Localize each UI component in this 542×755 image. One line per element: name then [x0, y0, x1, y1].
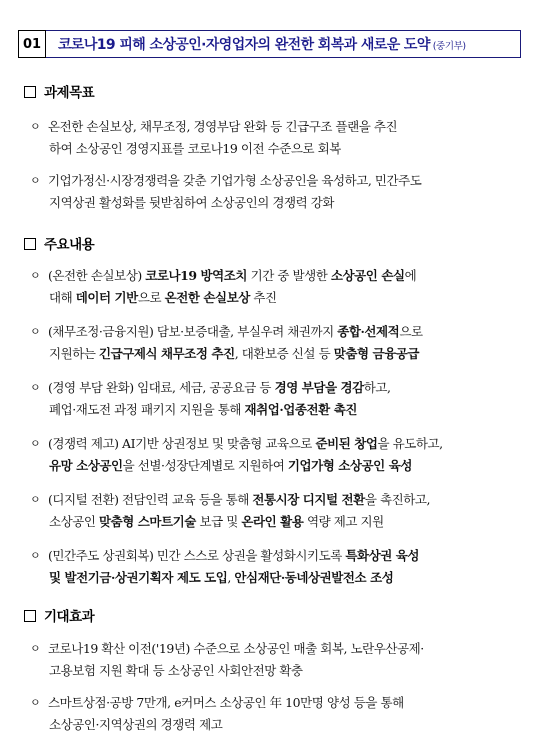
- goal-item: ㅇ 온전한 손실보상, 채무조정, 경영부담 완화 등 긴급구조 플랜을 추진 하여 소상공인 경영지표를 코로나19 이전 수준으로 회복: [30, 116, 508, 160]
- goal-item: ㅇ 기업가정신·시장경쟁력을 갖춘 기업가형 소상공인을 육성하고, 민간주도 지역상권 활성화를 뒷받침하여 소상공인의 경쟁력 강화: [30, 170, 508, 214]
- circle-bullet-icon: ㅇ: [30, 120, 41, 133]
- content-item-burden-relief: ㅇ (경영 부담 완화) 임대료, 세금, 공공요금 등 경영 부담을 경감하고, 폐업·재도전 과정 패키지 지원을 통해 재취업·업종전환 촉진: [30, 377, 508, 421]
- task-title: [58, 34, 466, 54]
- content-item-digital-transition: ㅇ (디지털 전환) 전담인력 교육 등을 통해 전통시장 디지털 전환을 촉진하고, 소상공인 맞춤형 스마트기술 보급 및 온라인 활용 역량 제고 지원: [30, 489, 508, 533]
- square-bullet-icon: [24, 610, 36, 622]
- section-contents-heading: 주요내용: [24, 233, 94, 253]
- circle-bullet-icon: ㅇ: [30, 549, 41, 562]
- circle-bullet-icon: ㅇ: [30, 696, 41, 709]
- task-number: 01: [18, 30, 46, 58]
- content-item-competitiveness: ㅇ (경쟁력 제고) AI기반 상권정보 및 맞춤형 교육으로 준비된 창업을 유도하고, 유망 소상공인을 선별·성장단계별로 지원하여 기업가형 소상공인 육성: [30, 433, 508, 477]
- section-effects-heading: 기대효과: [24, 605, 94, 625]
- content-item-commercial-district: ㅇ (민간주도 상권회복) 민간 스스로 상권을 활성화시키도록 특화상권 육성 및 발전기금·상권기획자 제도 도입, 안심재단·동네상권발전소 조성: [30, 545, 508, 589]
- content-item-loss-compensation: ㅇ (온전한 손실보상) 코로나19 방역조치 기간 중 발생한 소상공인 손실에 대해 데이터 기반으로 온전한 손실보상 추진: [30, 265, 508, 309]
- circle-bullet-icon: ㅇ: [30, 174, 41, 187]
- section-goals-heading: 과제목표: [24, 81, 94, 101]
- content-item-debt-adjustment: ㅇ (채무조정·금융지원) 담보·보증대출, 부실우려 채권까지 종합·선제적으로 지원하는 긴급구제식 채무조정 추진, 대환보증 신설 등 맞춤형 금융공급: [30, 321, 508, 365]
- circle-bullet-icon: ㅇ: [30, 493, 41, 506]
- circle-bullet-icon: ㅇ: [30, 642, 41, 655]
- task-title-text: 코로나19 피해 소상공인·자영업자의 완전한 회복과 새로운 도약: [58, 37, 430, 53]
- circle-bullet-icon: ㅇ: [30, 325, 41, 338]
- circle-bullet-icon: ㅇ: [30, 269, 41, 282]
- effect-item: ㅇ 코로나19 확산 이전('19년) 수준으로 소상공인 매출 회복, 노란우산공제· 고용보험 지원 확대 등 소상공인 사회안전망 확충: [30, 638, 508, 682]
- circle-bullet-icon: ㅇ: [30, 437, 41, 450]
- ministry-label: (중기부): [432, 41, 466, 52]
- square-bullet-icon: [24, 238, 36, 250]
- square-bullet-icon: [24, 86, 36, 98]
- circle-bullet-icon: ㅇ: [30, 381, 41, 394]
- task-title-bar: [18, 30, 521, 58]
- effect-item: ㅇ 스마트상점·공방 7만개, e커머스 소상공인 年 10만명 양성 등을 통해 소상공인·지역상권의 경쟁력 제고: [30, 692, 508, 736]
